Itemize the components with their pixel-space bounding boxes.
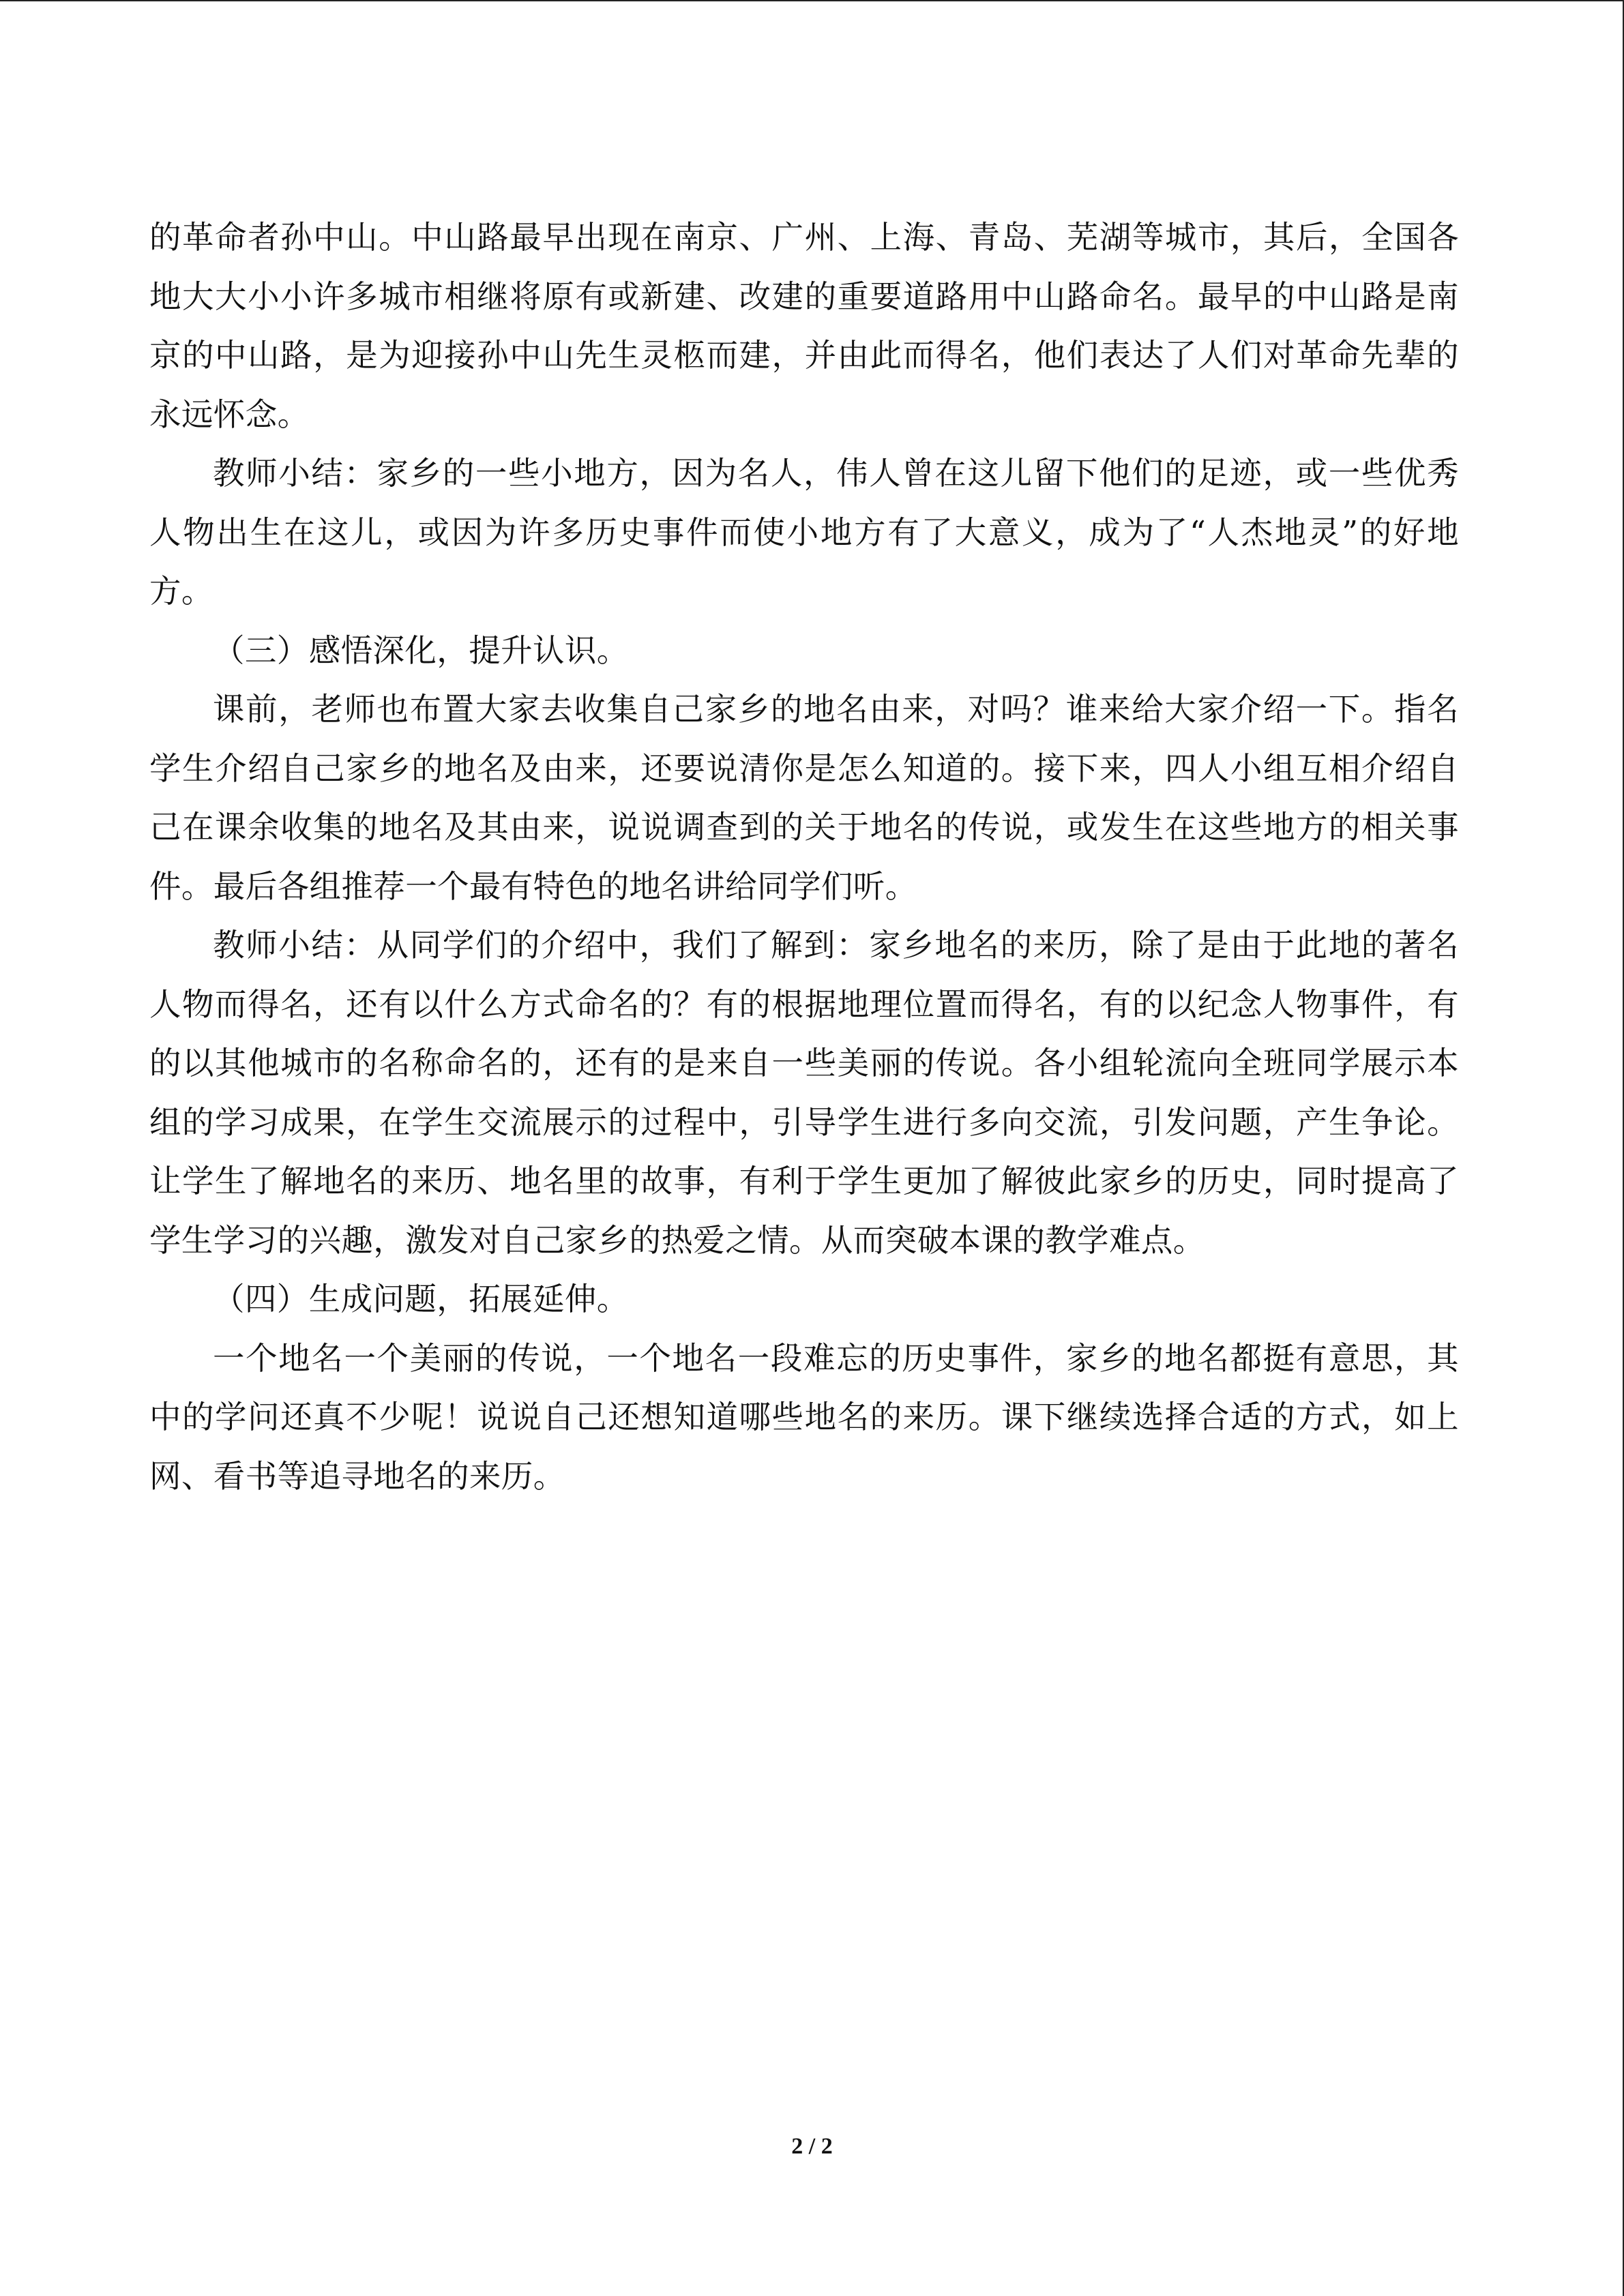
paragraph-teacher-summary-2: 教师小结：从同学们的介绍中，我们了解到：家乡地名的来历，除了是由于此地的著名人物而得名，还有以什么方式命名的？有的根据地理位置而得名，有的以纪念人物事件，有的以其他城市的名称命名的，还有的是来自一些美丽的传说。各小组轮流向全班同学展示本组的学习成果，在学生交流展示的过程中，引导学生进行多向交流，引发问题，产生争论。让学生了解地名的来历、地名里的故事，有利于学生更加了解彼此家乡的历史，同时提高了学生学习的兴趣，激发对自己家乡的热爱之情。从而突破本课的教学难点。 [149, 927, 1459, 1259]
page-number: 2 / 2 [791, 2134, 833, 2159]
paragraph-extension: 一个地名一个美丽的传说，一个地名一段难忘的历史事件，家乡的地名都挺有意思，其中的学问还真不少呢！说说自己还想知道哪些地名的来历。课下继续选择合适的方式，如上网、看书等追寻地名的来历。 [149, 1339, 1459, 1495]
section-heading-4: （四）生成问题，拓展延伸。 [213, 1281, 629, 1317]
document-body [149, 208, 1459, 1506]
paragraph-class-activity: 课前，老师也布置大家去收集自己家乡的地名由来，对吗？谁来给大家介绍一下。指名学生介绍自己家乡的地名及由来，还要说清你是怎么知道的。接下来，四人小组互相介绍自己在课余收集的地名及其由来，说说调查到的关于地名的传说，或发生在这些地方的相关事件。最后各组推荐一个最有特色的地名讲给同学们听。 [149, 691, 1459, 905]
section-heading-3: （三）感悟深化，提升认识。 [213, 631, 629, 669]
paragraph-zhongshan-road: 的革命者孙中山。中山路最早出现在南京、广州、上海、青岛、芜湖等城市，其后，全国各地大大小小许多城市相继将原有或新建、改建的重要道路用中山路命名。最早的中山路是南京的中山路，是为迎接孙中山先生灵柩而建，并由此而得名，他们表达了人们对革命先辈的永远怀念。 [149, 219, 1459, 433]
paragraph-teacher-summary-1: 教师小结：家乡的一些小地方，因为名人，伟人曾在这儿留下他们的足迹，或一些优秀人物出生在这儿，或因为许多历史事件而使小地方有了大意义，成为了“人杰地灵”的好地方。 [149, 455, 1459, 610]
